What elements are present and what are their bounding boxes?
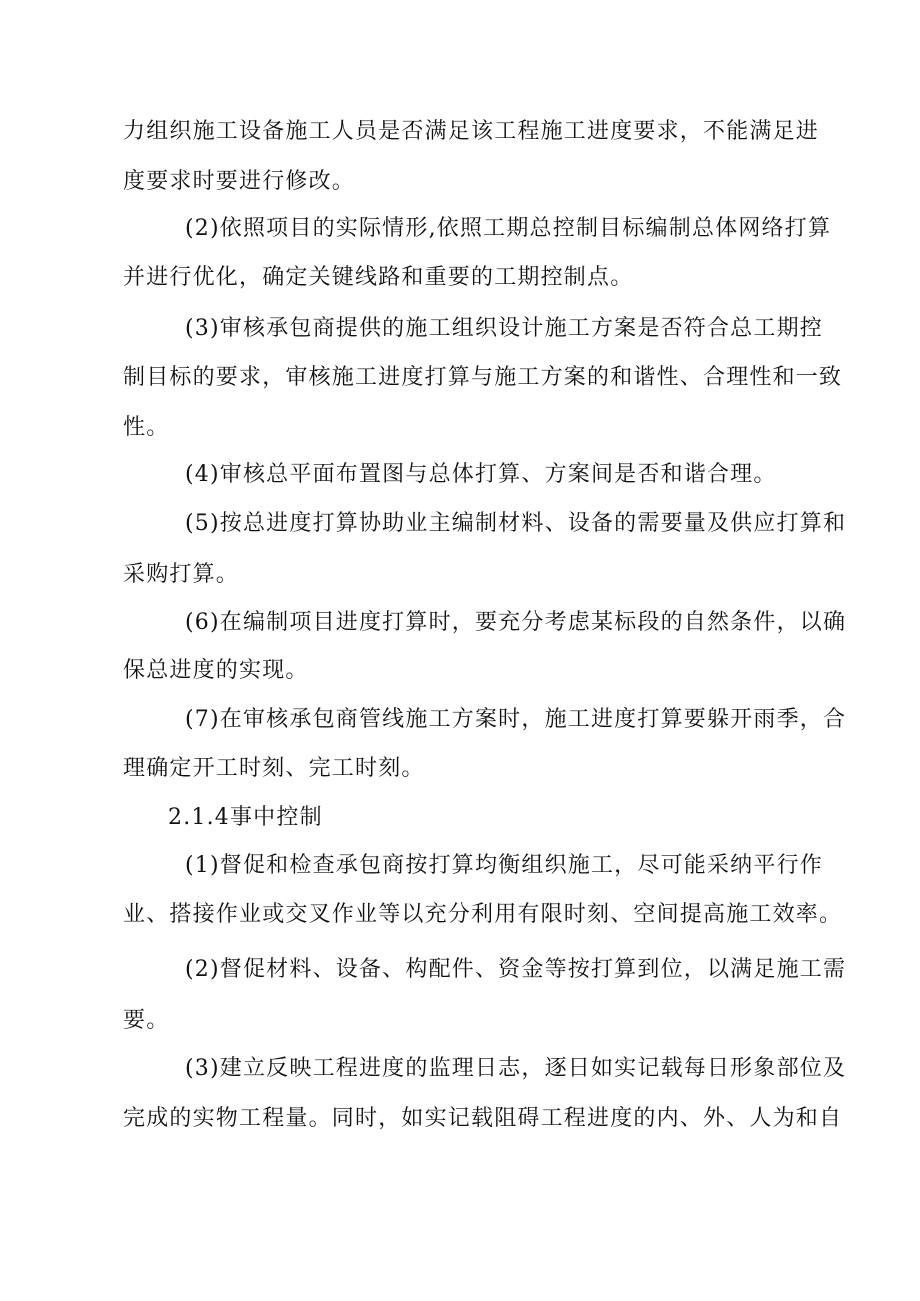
text-line: 度要求时要进行修改。 [123, 169, 356, 194]
text-line: 力组织施工设备施工人员是否满足该工程施工进度要求，不能满足进 [123, 119, 820, 144]
paragraph-3b-start: (3)建立反映工程进度的监理日志，逐日如实记载每日形象部位及 [185, 1056, 847, 1081]
text-line: 并进行优化，确定关键线路和重要的工期控制点。 [123, 265, 634, 290]
paragraph-5-start: (5)按总进度打算协助业主编制材料、设备的需要量及供应打算和 [185, 511, 847, 536]
text-line: 要。 [123, 1008, 170, 1033]
text-line: 完成的实物工程量。同时，如实记载阻碍工程进度的内、外、人为和自 [123, 1106, 843, 1131]
text-line: 业、搭接作业或交叉作业等以充分利用有限时刻、空间提高施工效率。 [123, 902, 843, 927]
text-line: 性。 [123, 415, 170, 440]
text-line: 理确定开工时刻、完工时刻。 [123, 756, 425, 781]
paragraph-2-start: (2)依照项目的实际情形,依照工期总控制目标编制总体网络打算 [185, 216, 832, 241]
paragraph-6-start: (6)在编制项目进度打算时，要充分考虑某标段的自然条件，以确 [185, 610, 847, 635]
section-heading: 2.1.4事中控制 [168, 805, 323, 830]
paragraph-3-start: (3)审核承包商提供的施工组织设计施工方案是否符合总工期控 [185, 316, 823, 341]
paragraph-7-start: (7)在审核承包商管线施工方案时，施工进度打算要躲开雨季，合 [185, 707, 847, 732]
text-line: 采购打算。 [123, 562, 240, 587]
text-line: 制目标的要求，审核施工进度打算与施工方案的和谐性、合理性和一致 [123, 365, 843, 390]
paragraph-2b-start: (2)督促材料、设备、构配件、资金等按打算到位，以满足施工需 [185, 957, 847, 982]
paragraph-4-start: (4)审核总平面布置图与总体打算、方案间是否和谐合理。 [185, 462, 777, 487]
paragraph-1-start: (1)督促和检查承包商按打算均衡组织施工，尽可能采纳平行作 [185, 853, 823, 878]
text-line: 保总进度的实现。 [123, 658, 309, 683]
